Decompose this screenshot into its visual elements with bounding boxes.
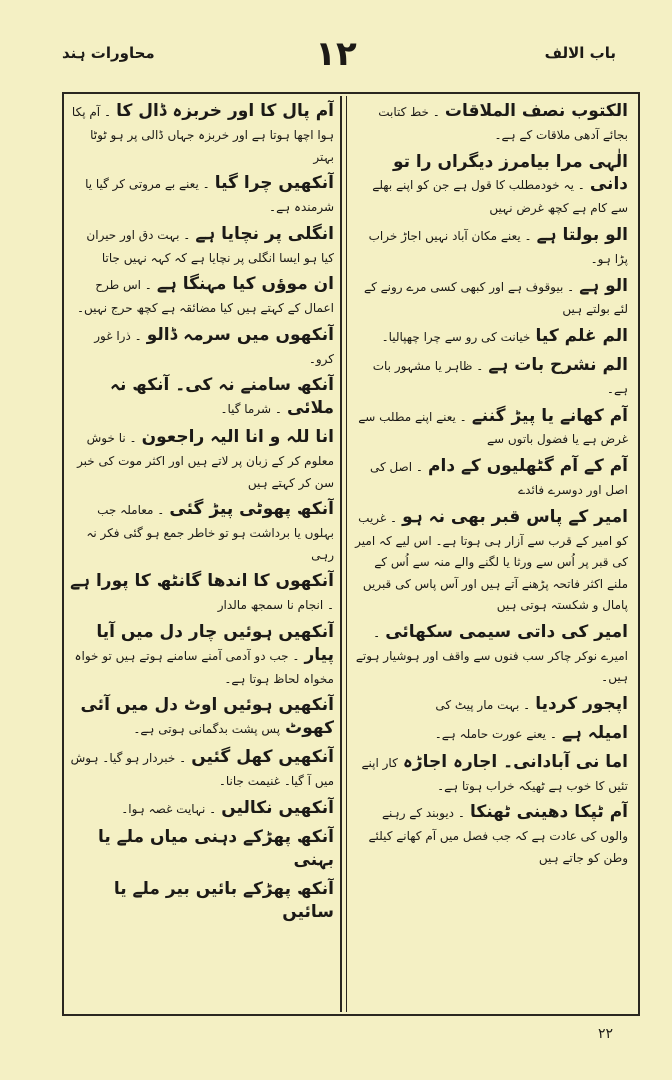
idiom-definition: ۔ یعنے مکان آباد نہیں اجاڑ خراب پڑا ہو۔ <box>368 229 628 266</box>
idiom-definition: ۔ بیوقوف ہے اور کبھی کسی مرے رونے کے لئے بولتے ہیں <box>364 279 628 317</box>
idiom-headword: آنکھ پھڑکے بائیں بیر ملے یا سائیں <box>113 878 334 922</box>
idiom-definition: ۔ خبردار ہو گیا۔ ہوش میں آ گیا۔ غنیمت جانا۔ <box>70 751 334 789</box>
idiom-headword: ان موؤں کیا مہنگا ہے <box>156 274 334 295</box>
idiom-entry <box>352 354 628 399</box>
idiom-definition: ۔ غریب کو امیر کے قرب سے آزار ہی ہوتا ہے۔ اس لیے کہ امیر کی قبر پر اُس سے ورثا یا لگنے والے منہ سے اُس کے ملنے اکثر فاتحہ پڑھنے آتے ہیں اور آس پاس کی قبریں پامال و شکستہ ہوتی ہیں <box>355 510 628 613</box>
idiom-headword: آنکھوں کا اندھا گانٹھ کا پورا ہے <box>70 571 334 592</box>
idiom-entry <box>70 878 334 924</box>
idiom-entry <box>70 172 334 217</box>
idiom-entry <box>70 694 334 740</box>
idiom-entry <box>352 405 628 450</box>
idiom-definition: خیانت کی رو سے چرا چھپالیا۔ <box>381 330 531 345</box>
idiom-definition: ۔ بہت دق اور حیران کیا ہو ایسا انگلی پر نچایا ہے کہ کہہ نہیں جاتا <box>86 227 334 265</box>
right-column <box>352 100 628 1004</box>
idiom-headword: الو ہے <box>579 275 628 296</box>
idiom-definition: ۔ انجام نا سمجھ مالدار <box>217 598 334 613</box>
idiom-headword: انا للہ و انا الیہ راجعون <box>141 427 334 448</box>
idiom-headword: آنکھ پھوٹی پیڑ گئی <box>169 499 334 520</box>
idiom-entry <box>70 826 334 872</box>
idiom-entry <box>352 621 628 687</box>
idiom-headword: الو بولتا ہے <box>536 225 628 245</box>
idiom-headword: آنکھیں چرا گیا <box>214 173 334 194</box>
idiom-entry <box>70 621 334 688</box>
column-divider-inner <box>346 96 347 1012</box>
folio-number: ۲۲ <box>598 1026 614 1042</box>
idiom-entry <box>352 801 628 867</box>
idiom-definition: ۔ دیوبند کے رہنے والوں کی عادت ہے کہ جب فصل میں آم کھانے کیلئے وطن کو جاتے ہیں <box>368 806 628 865</box>
idiom-definition: ۔ شرما گیا۔ <box>220 402 282 417</box>
idiom-definition: ۔ جب دو آدمی آمنے سامنے ہوتے ہیں تو خواہ مخواہ لحاظ ہوتا ہے۔ <box>74 648 334 686</box>
idiom-headword: امیلہ ہے <box>561 722 628 743</box>
left-column <box>70 100 334 1004</box>
idiom-definition: ۔ یہ خودمطلب کا قول ہے جن کو اپنے بھلے سے کام ہے کچھ غرض نہیں <box>372 178 628 216</box>
idiom-headword: آنکھیں ہوئیں چار دل میں آیا پیار <box>96 621 334 665</box>
idiom-headword: آم کے آم گٹھلیوں کے دام <box>428 456 628 477</box>
idiom-entry <box>352 151 628 218</box>
idiom-definition: ۔ ظاہر یا مشہور بات ہے۔ <box>372 359 628 396</box>
idiom-headword: آنکھیں ہوئیں اوٹ دل میں آئی کھوٹ <box>80 695 334 739</box>
idiom-entry <box>352 455 628 500</box>
page-number: ۱۲ <box>315 34 357 74</box>
idiom-entry <box>352 751 628 796</box>
idiom-entry <box>70 223 334 268</box>
idiom-headword: اپجور کردیا <box>535 694 628 715</box>
idiom-headword: الم غلم کیا <box>535 326 628 347</box>
idiom-definition: ۔ آم پکا ہوا اچھا ہوتا ہے اور خربزہ جہاں ڈالی پر ہو ٹوٹا بہتر <box>71 105 334 164</box>
idiom-definition: ۔ خط کتابت بجائے آدھی ملاقات کے ہے۔ <box>378 105 628 142</box>
idiom-entry <box>352 224 628 269</box>
idiom-definition: ۔ اصل کی اصل اور دوسرے فائدے <box>369 460 628 497</box>
idiom-headword: آم کھانے یا پیڑ گننے <box>471 405 628 426</box>
idiom-entry <box>70 324 334 369</box>
idiom-headword: الم نشرح بات ہے <box>488 355 628 375</box>
idiom-entry <box>70 797 334 820</box>
idiom-definition: ۔ یعنے عورت حاملہ ہے۔ <box>434 726 557 741</box>
idiom-definition: ۔ امیرے نوکر چاکر سب فنوں سے واقف اور ہوشیار ہوتے ہیں۔ <box>355 625 628 685</box>
idiom-entry <box>352 100 628 145</box>
idiom-definition: پس پشت بدگمانی ہوتی ہے۔ <box>133 722 281 737</box>
idiom-entry <box>352 506 628 615</box>
idiom-entry <box>70 746 334 791</box>
idiom-entry <box>70 273 334 318</box>
idiom-definition: ۔ یعنے بے مروتی کر گیا یا شرمندہ ہے۔ <box>85 177 334 215</box>
idiom-headword: آنکھیں کھل گئیں <box>191 747 334 768</box>
idiom-headword: آنکھ سامنے نہ کی۔ آنکھ نہ ملائی <box>110 375 334 419</box>
idiom-headword: الکتوب نصف الملاقات <box>444 101 628 121</box>
idiom-headword: آنکھوں میں سرمہ ڈالو <box>146 324 334 345</box>
idiom-definition: ۔ بہت مار پیٹ کی <box>435 698 531 713</box>
idiom-definition: کار اپنے تئیں کا خوب ہے ٹھیکہ خراب ہوتا ہے۔ <box>361 755 628 793</box>
idiom-entry <box>70 570 334 615</box>
idiom-entry <box>70 498 334 564</box>
idiom-headword: امیر کی داتی سیمی سکھائی <box>385 621 628 642</box>
idiom-entry <box>352 722 628 745</box>
idiom-definition: ۔ نا خوش معلوم کر کے زبان پر لاتے ہیں اور اکثر موت کی خبر سن کر کہتے ہیں <box>77 431 334 490</box>
running-title-right: باب الالف <box>544 44 616 62</box>
idiom-headword: انگلی پر نچایا ہے <box>195 223 334 244</box>
idiom-definition: ۔ اس طرح اعمال کے کہتے ہیں کیا مضائقہ ہے کچھ حرج نہیں۔ <box>76 278 334 316</box>
idiom-headword: آم ٹپکا دھینی ٹھنکا <box>469 802 628 823</box>
idiom-headword: امیر کے پاس قبر بھی نہ ہو <box>402 506 628 527</box>
idiom-headword: آنکھیں نکالیں <box>221 797 334 818</box>
idiom-headword: آنکھ پھڑکے دہنی میاں ملے یا بہنی <box>97 826 334 870</box>
idiom-entry <box>70 374 334 420</box>
column-divider <box>340 96 342 1012</box>
idiom-entry <box>70 426 334 492</box>
idiom-definition: ۔ ذرا غور کرو۔ <box>94 328 334 366</box>
running-title-left: محاورات ہند <box>62 44 155 62</box>
idiom-headword: الٰہی مرا بیامرز دیگراں را تو دانی <box>392 151 628 195</box>
idiom-entry <box>352 275 628 320</box>
idiom-headword: آم پال کا اور خربزہ ڈال کا <box>116 101 334 121</box>
idiom-entry <box>352 325 628 348</box>
idiom-definition: ۔ یعنے اپنے مطلب سے غرض ہے یا فضول باتوں سے <box>358 409 628 447</box>
idiom-entry <box>352 693 628 716</box>
idiom-headword: اما نی آبادانی۔ اجارہ اجاڑہ <box>402 751 628 772</box>
idiom-entry <box>70 100 334 166</box>
idiom-definition: ۔ نہایت غصہ ہوا۔ <box>121 801 217 816</box>
idiom-definition: ۔ معاملہ جب بہلوں یا برداشت ہو تو خاطر جمع ہو گئی فکر نہ رہی <box>86 503 334 562</box>
